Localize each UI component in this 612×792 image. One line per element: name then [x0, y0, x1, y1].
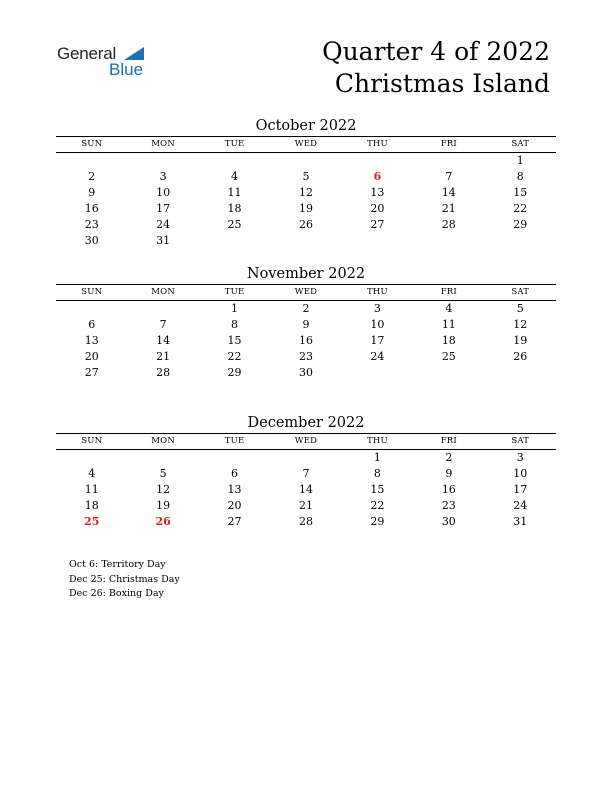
- day-cell: 15: [370, 483, 385, 496]
- day-cell: 8: [231, 318, 239, 331]
- day-cell: 17: [513, 483, 528, 496]
- weekday-header-row: [56, 433, 556, 450]
- day-cell: 12: [156, 483, 171, 496]
- day-cell: 6: [373, 170, 382, 183]
- day-cell: 14: [156, 334, 171, 347]
- holiday-notes: [69, 558, 180, 602]
- day-cell: 13: [227, 483, 242, 496]
- day-cell: 12: [298, 186, 313, 199]
- day-cell: 19: [156, 499, 171, 512]
- day-cell: 20: [84, 350, 99, 363]
- day-cell: 20: [227, 499, 242, 512]
- weekday-header: FRI: [440, 287, 457, 297]
- weekday-header-row: [56, 284, 556, 301]
- day-cell: [199, 153, 270, 169]
- weekday-header: SAT: [511, 139, 530, 149]
- day-cell: 20: [370, 202, 385, 215]
- weekday-header: SAT: [511, 436, 530, 446]
- logo-text-general: General: [57, 44, 117, 63]
- day-cell: 11: [441, 318, 456, 331]
- day-cell: 2: [302, 302, 310, 315]
- generalblue-logo: [57, 44, 157, 84]
- day-cell: 26: [513, 350, 528, 363]
- day-cell: 29: [513, 218, 528, 231]
- day-cell: 3: [159, 170, 167, 183]
- day-cell: [56, 301, 127, 317]
- day-cell: 12: [513, 318, 528, 331]
- day-cell: 6: [88, 318, 96, 331]
- day-cell: 10: [370, 318, 385, 331]
- day-cell: 22: [513, 202, 528, 215]
- day-cell: 11: [227, 186, 242, 199]
- day-cell: 11: [84, 483, 99, 496]
- day-cell: 18: [441, 334, 456, 347]
- day-cell: 15: [227, 334, 242, 347]
- day-cell: 23: [441, 499, 456, 512]
- day-cell: 2: [88, 170, 96, 183]
- day-cell: 28: [441, 218, 456, 231]
- day-cell: 14: [441, 186, 456, 199]
- day-cell: 7: [159, 318, 167, 331]
- logo-text-blue: Blue: [109, 60, 144, 79]
- day-cell: 19: [298, 202, 313, 215]
- weekday-header: WED: [294, 139, 318, 149]
- month-calendar: [56, 413, 556, 530]
- day-cell: 26: [298, 218, 313, 231]
- day-cell: 8: [516, 170, 524, 183]
- day-cell: 1: [231, 302, 239, 315]
- day-cell: 1: [516, 154, 524, 167]
- day-cell: [127, 153, 198, 169]
- day-cell: 13: [84, 334, 99, 347]
- day-cell: [199, 233, 270, 249]
- day-cell: 5: [516, 302, 524, 315]
- day-cell: [342, 365, 413, 381]
- day-cell: 25: [84, 515, 100, 528]
- day-cell: [270, 153, 341, 169]
- day-cell: [485, 365, 556, 381]
- week-row: [56, 185, 556, 201]
- day-cell: 9: [302, 318, 310, 331]
- day-cell: 22: [370, 499, 385, 512]
- day-cell: 17: [370, 334, 385, 347]
- day-cell: 25: [227, 218, 242, 231]
- week-row: [56, 365, 556, 381]
- weekday-header: THU: [366, 139, 388, 149]
- day-cell: [413, 365, 484, 381]
- title-region: Christmas Island: [334, 69, 550, 98]
- title-quarter: Quarter 4 of 2022: [322, 37, 550, 66]
- week-row: [56, 169, 556, 185]
- holiday-note: Dec 25: Christmas Day: [69, 573, 180, 585]
- week-row: [56, 349, 556, 365]
- day-cell: 5: [159, 467, 167, 480]
- day-cell: 21: [298, 499, 313, 512]
- day-cell: 9: [445, 467, 453, 480]
- day-cell: 13: [370, 186, 385, 199]
- weekday-header: WED: [294, 287, 318, 297]
- month-calendar: [56, 116, 556, 249]
- day-cell: 21: [441, 202, 456, 215]
- day-cell: 30: [84, 234, 99, 247]
- day-cell: 4: [445, 302, 453, 315]
- day-cell: 3: [516, 451, 524, 464]
- weekday-header: SUN: [81, 139, 103, 149]
- holiday-note: Dec 26: Boxing Day: [69, 588, 164, 599]
- week-row: [56, 333, 556, 349]
- day-cell: 10: [513, 467, 528, 480]
- day-cell: 23: [84, 218, 99, 231]
- weekday-header: SUN: [81, 436, 103, 446]
- day-cell: 4: [231, 170, 239, 183]
- month-calendar: [56, 264, 556, 381]
- week-row: [56, 498, 556, 514]
- logo-triangle-icon: [124, 47, 144, 60]
- day-cell: 19: [513, 334, 528, 347]
- day-cell: 30: [298, 366, 313, 379]
- day-cell: 16: [84, 202, 99, 215]
- day-cell: 18: [84, 499, 99, 512]
- weekday-header: MON: [151, 287, 175, 297]
- day-cell: 24: [370, 350, 385, 363]
- day-cell: 29: [370, 515, 385, 528]
- weekday-header-row: [56, 136, 556, 153]
- day-cell: 28: [156, 366, 171, 379]
- weekday-header: TUE: [224, 287, 245, 297]
- week-row: [56, 317, 556, 333]
- day-cell: 4: [88, 467, 96, 480]
- holiday-note: Oct 6: Territory Day: [69, 559, 166, 570]
- day-cell: 24: [156, 218, 171, 231]
- day-cell: 31: [156, 234, 171, 247]
- day-cell: 27: [370, 218, 385, 231]
- weekday-header: MON: [151, 139, 175, 149]
- day-cell: 7: [302, 467, 310, 480]
- day-cell: 23: [298, 350, 313, 363]
- day-cell: 7: [445, 170, 453, 183]
- week-row: [56, 514, 556, 530]
- week-row: [56, 233, 556, 249]
- day-cell: 27: [84, 366, 99, 379]
- day-cell: [413, 153, 484, 169]
- weekday-header: FRI: [440, 436, 457, 446]
- day-cell: 15: [513, 186, 528, 199]
- day-cell: 5: [302, 170, 310, 183]
- day-cell: 2: [445, 451, 453, 464]
- weekday-header: THU: [366, 287, 388, 297]
- day-cell: 14: [298, 483, 313, 496]
- day-cell: 6: [231, 467, 239, 480]
- week-row: [56, 466, 556, 482]
- day-cell: 1: [373, 451, 381, 464]
- week-row: [56, 153, 556, 169]
- page-title: [322, 36, 550, 100]
- day-cell: [270, 450, 341, 466]
- day-cell: 8: [373, 467, 381, 480]
- month-title: October 2022: [255, 118, 357, 134]
- day-cell: 31: [513, 515, 528, 528]
- day-cell: [199, 450, 270, 466]
- day-cell: 3: [373, 302, 381, 315]
- week-row: [56, 201, 556, 217]
- day-cell: 21: [156, 350, 171, 363]
- day-cell: [56, 450, 127, 466]
- day-cell: 22: [227, 350, 242, 363]
- weekday-header: FRI: [440, 139, 457, 149]
- week-row: [56, 482, 556, 498]
- day-cell: 17: [156, 202, 171, 215]
- weekday-header: THU: [366, 436, 388, 446]
- week-row: [56, 450, 556, 466]
- weekday-header: SUN: [81, 287, 103, 297]
- weekday-header: MON: [151, 436, 175, 446]
- day-cell: [413, 233, 484, 249]
- day-cell: [485, 233, 556, 249]
- day-cell: [342, 233, 413, 249]
- day-cell: 16: [298, 334, 313, 347]
- week-row: [56, 301, 556, 317]
- day-cell: 26: [155, 515, 171, 528]
- day-cell: [127, 301, 198, 317]
- day-cell: [56, 153, 127, 169]
- weekday-header: TUE: [224, 436, 245, 446]
- weekday-header: TUE: [224, 139, 245, 149]
- day-cell: 28: [298, 515, 313, 528]
- day-cell: 10: [156, 186, 171, 199]
- day-cell: 9: [88, 186, 96, 199]
- weekday-header: SAT: [511, 287, 530, 297]
- day-cell: 27: [227, 515, 242, 528]
- day-cell: 16: [441, 483, 456, 496]
- day-cell: 24: [513, 499, 528, 512]
- weekday-header: WED: [294, 436, 318, 446]
- month-title: November 2022: [246, 266, 366, 282]
- day-cell: 18: [227, 202, 242, 215]
- month-title: December 2022: [247, 415, 365, 431]
- day-cell: [342, 153, 413, 169]
- day-cell: [270, 233, 341, 249]
- day-cell: 29: [227, 366, 242, 379]
- day-cell: 30: [441, 515, 456, 528]
- day-cell: 25: [441, 350, 456, 363]
- day-cell: [127, 450, 198, 466]
- week-row: [56, 217, 556, 233]
